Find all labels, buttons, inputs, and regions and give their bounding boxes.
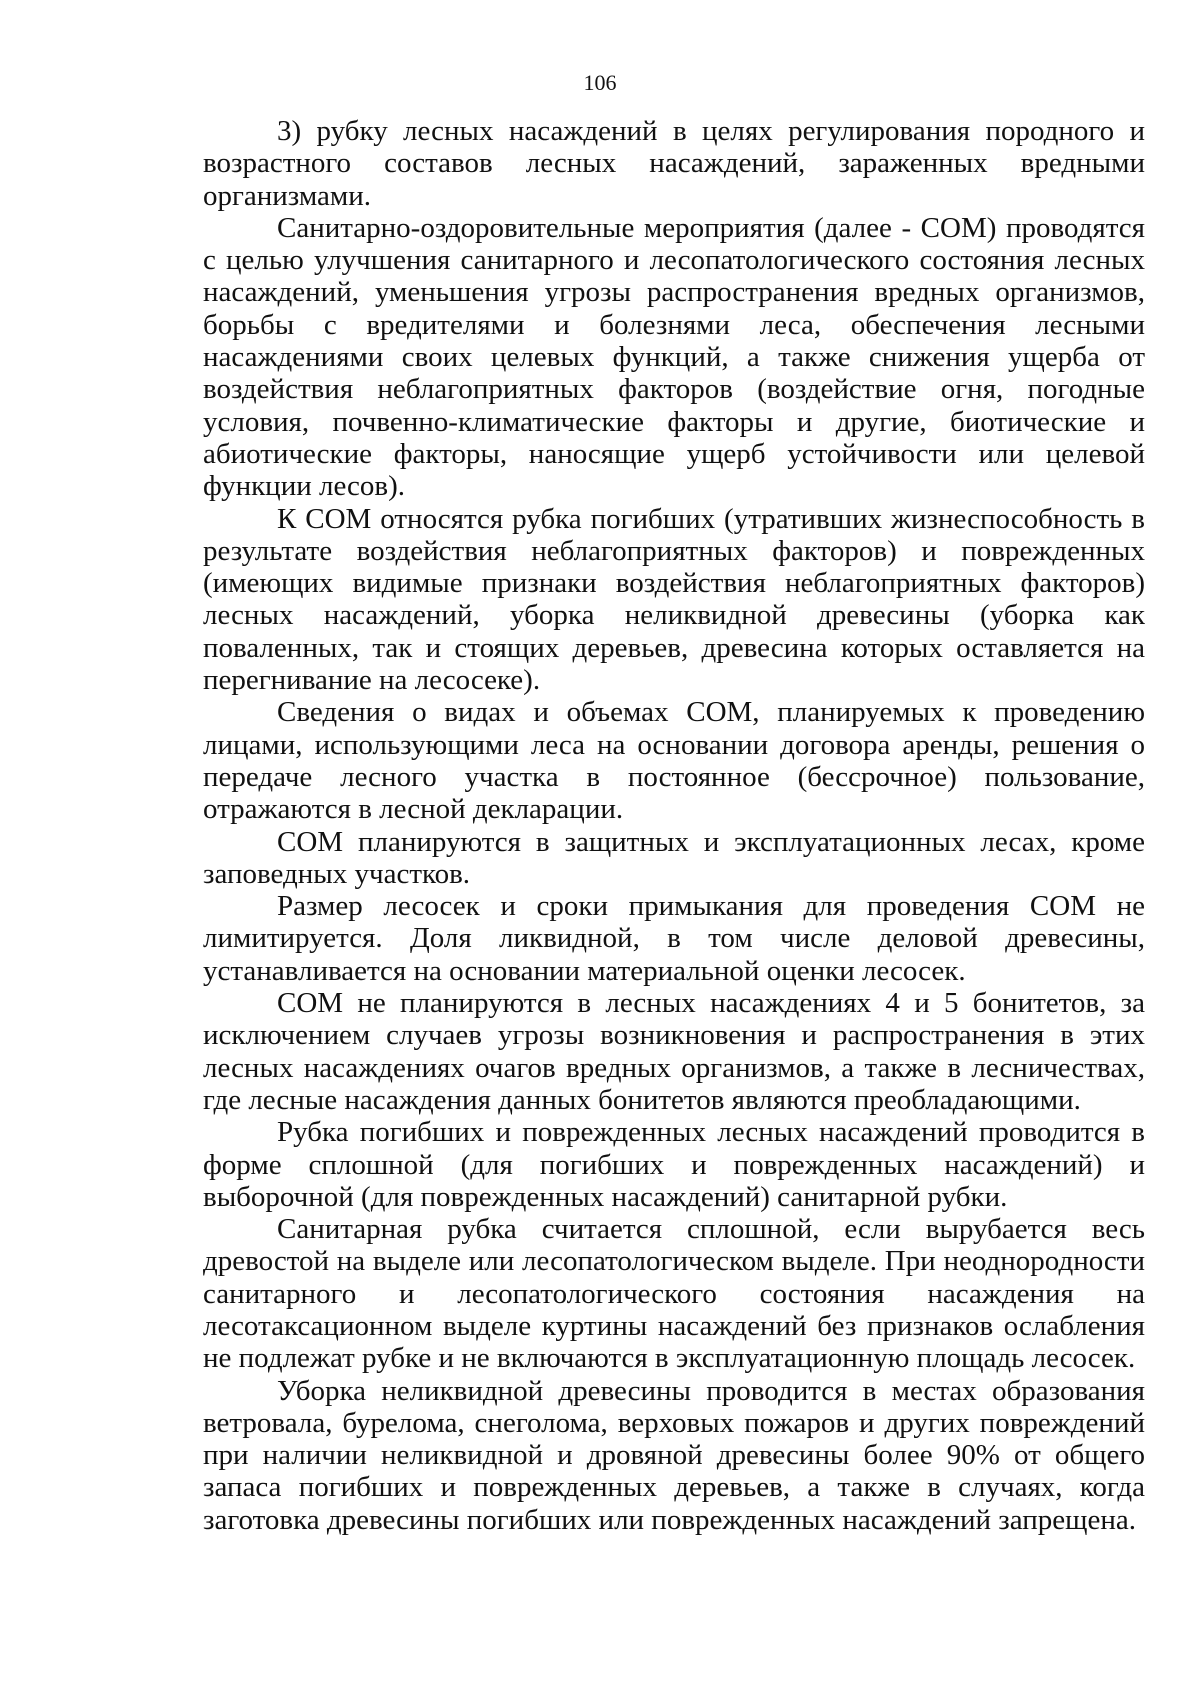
paragraph-clear-felling: Санитарная рубка считается сплошной, если вырубается весь древостой на выделе или лесопатологическом выделе. При неоднородности санитарного и лесопатологического состояния насаждения на лесотаксационном выделе куртины насаждений без признаков ослабления не подлежат рубке и не включаются в эксплуатационную площадь лесосек. [203,1213,1145,1375]
paragraph-som-declaration: Сведения о видах и объемах СОМ, планируемых к проведению лицами, использующими леса на основании договора аренды, решения о передаче лесного участка в постоянное (бессрочное) пользование, отражаются в лесной декларации. [203,696,1145,826]
paragraph-item-3: 3) рубку лесных насаждений в целях регулирования породного и возрастного составов лесных насаждений, зараженных вредными организмами. [203,115,1145,212]
paragraph-som-definition: Санитарно-оздоровительные мероприятия (далее - СОМ) проводятся с целью улучшения санитарного и лесопатологического состояния лесных насаждений, уменьшения угрозы распространения вредных организмов, борьбы с вредителями и болезнями леса, обеспечения лесными насаждениями своих целевых функций, а также снижения ущерба от воздействия неблагоприятных факторов (воздействие огня, погодные условия, почвенно-климатические факторы и другие, биотические и абиотические факторы, наносящие ущерб устойчивости или целевой функции лесов). [203,211,1145,503]
paragraph-cutting-area-size: Размер лесосек и сроки примыкания для проведения СОМ не лимитируется. Доля ликвидной, в том числе деловой древесины, устанавливается на основании материальной оценки лесосек. [203,890,1145,987]
paragraph-felling-forms: Рубка погибших и поврежденных лесных насаждений проводится в форме сплошной (для погибших и поврежденных насаждений) и выборочной (для поврежденных насаждений) санитарной рубки. [203,1116,1145,1213]
paragraph-som-scope: К СОМ относятся рубка погибших (утративших жизнеспособность в результате воздействия неблагоприятных факторов) и поврежденных (имеющих видимые признаки воздействия неблагоприятных факторов) лесных насаждений, уборка неликвидной древесины (уборка как поваленных, так и стоящих деревьев, древесина которых оставляется на перегнивание на лесосеке). [203,502,1145,697]
document-body [203,115,1145,1536]
paragraph-bonitet-exclusion: СОМ не планируются в лесных насаждениях 4 и 5 бонитетов, за исключением случаев угрозы возникновения и распространения в этих лесных насаждениях очагов вредных организмов, а также в лесничествах, где лесные насаждения данных бонитетов являются преобладающими. [203,987,1145,1116]
paragraph-unmarketable-wood: Уборка неликвидной древесины проводится в местах образования ветровала, бурелома, снеголома, верховых пожаров и других повреждений при наличии неликвидной и дровяной древесины более 90% от общего запаса погибших и поврежденных деревьев, а также в случаях, когда заготовка древесины погибших или поврежденных насаждений запрещена. [203,1374,1145,1536]
page-number: 106 [583,70,617,95]
paragraph-som-planning: СОМ планируются в защитных и эксплуатационных лесах, кроме заповедных участков. [203,825,1145,890]
